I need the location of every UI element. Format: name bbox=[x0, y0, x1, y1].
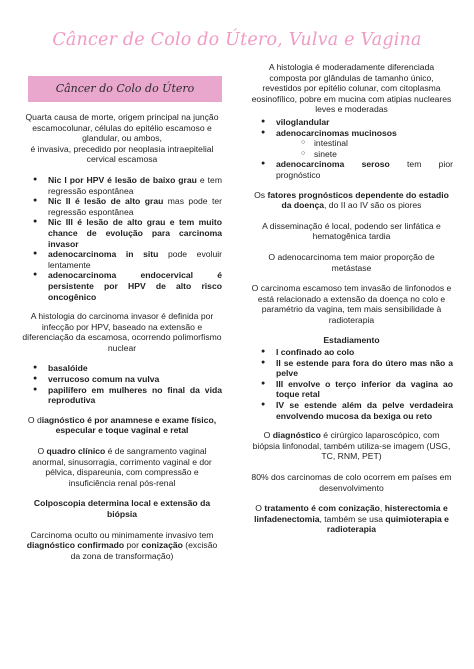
list-item bbox=[48, 217, 222, 249]
type1-bold: viloglandular bbox=[276, 116, 330, 127]
left-column bbox=[22, 76, 222, 571]
list-item bbox=[48, 196, 222, 217]
percent-paragraph: 80% dos carcinomas de colo ocorrem em países em desenvolvimento bbox=[251, 472, 452, 493]
occ-text-c: por bbox=[124, 540, 142, 551]
list-item bbox=[276, 159, 453, 180]
section-header bbox=[28, 76, 222, 102]
stage1-bold: I confinado ao colo bbox=[276, 347, 355, 358]
occult-paragraph bbox=[22, 530, 222, 562]
surgical-diagnosis-paragraph bbox=[250, 430, 453, 462]
invasive-paragraph: é invasiva, precedido por neoplasia intraepitelial cervical escamosa bbox=[30, 143, 214, 165]
list-item bbox=[48, 363, 222, 374]
stage4-bold: IV se estende além da pelve verdadeira envolvendo mucosa da bexiga ou reto bbox=[276, 400, 453, 421]
dx-text-c: é cirúrgico laparoscópico, com biópsia linfonodal, também utiliza-se imagem (USG, TC, RNM, PET) bbox=[252, 430, 451, 462]
staging-title: Estadiamento bbox=[323, 335, 380, 346]
occ-bold-b: diagnóstico confirmado bbox=[26, 540, 125, 551]
occ-text-a: Carcinoma oculto ou minimamente invasivo tem bbox=[30, 529, 214, 540]
occ-bold-d: conização bbox=[141, 540, 183, 551]
section-header-label: Câncer do Colo do Útero bbox=[55, 81, 195, 95]
sub-list-item: ○ intestinal bbox=[314, 138, 453, 149]
list-item bbox=[276, 379, 453, 400]
lesion-list bbox=[22, 363, 222, 405]
prog-text-a: Os bbox=[254, 189, 268, 200]
sub-list-item: ○ sinete bbox=[314, 149, 453, 160]
nic2-bold: Nic II é lesão de alto grau bbox=[48, 196, 164, 207]
list-item bbox=[276, 128, 453, 160]
metastasis-paragraph: O adenocarcinoma tem maior proporção de metástase bbox=[268, 251, 435, 273]
lesion2-bold: verrucoso comum na vulva bbox=[48, 374, 160, 385]
dx-text-a: O bbox=[263, 430, 273, 441]
list-item bbox=[48, 175, 222, 196]
dissemination-paragraph: A disseminação é local, podendo ser linfática e hematogênica tardia bbox=[262, 220, 441, 242]
list-item bbox=[48, 374, 222, 385]
list-item bbox=[276, 400, 453, 421]
diag-text: O d bbox=[27, 414, 42, 425]
stage3-bold: III envolve o terço inferior da vagina ao toque retal bbox=[276, 378, 453, 400]
tx-text-e: , também se usa bbox=[319, 513, 386, 524]
tx-bold-d: histerectomia e linfadenectomia bbox=[254, 503, 448, 524]
adeno-bold: adenocarcinoma endocervical é persistente por HPV de alto risco oncogênico bbox=[48, 270, 222, 302]
prog-text-c: , do II ao IV são os piores bbox=[324, 200, 422, 211]
clin-bold: quadro clínico bbox=[46, 446, 106, 457]
tx-text-c: , bbox=[379, 503, 385, 514]
intro-paragraph: Quarta causa de morte, origem principal na junção escamocolunar, células do epitélio escamoso e glandular, ou ambos, bbox=[25, 112, 219, 144]
ais-text: pode evoluir lentamente bbox=[48, 249, 222, 270]
nic2-text: mas pode ter regressão espontânea bbox=[48, 196, 222, 217]
nic1-text: e tem regressão espontânea bbox=[48, 174, 222, 196]
clinical-paragraph bbox=[22, 446, 222, 488]
list-item bbox=[48, 385, 222, 406]
clin-text-a: O bbox=[37, 446, 47, 457]
lesion1-bold: basalóide bbox=[48, 363, 88, 374]
nic1-bold: Nic I por HPV é lesão de baixo grau bbox=[48, 174, 197, 185]
nic3-bold: Nic III é lesão de alto grau e tem muito chance de evolução para carcinoma invasor bbox=[48, 217, 222, 249]
tx-text-a: O bbox=[255, 503, 265, 514]
prog-bold: fatores prognósticos dependente do estadio da doença bbox=[267, 189, 449, 211]
nic-list bbox=[22, 175, 222, 302]
stage2-bold: II se estende para fora do útero mas não a pelve bbox=[276, 357, 453, 379]
page-title: Câncer de Colo do Útero, Vulva e Vagina bbox=[52, 30, 422, 50]
type3-bold: adenocarcinoma seroso bbox=[276, 159, 390, 170]
list-item bbox=[48, 249, 222, 270]
histology-paragraph: A histologia do carcinoma invasor é definida por infecção por HPV, baseado na extensão e diferenciação da escamosa, ocorrendo polimorfismo nuclear bbox=[22, 311, 222, 353]
staging-list bbox=[250, 347, 453, 421]
clin-text-c: é de sangramento vaginal anormal, sinusorragia, corrimento vaginal e dor pélvica, dispareunia, com compressão e insuficiência renal pós-renal bbox=[32, 446, 212, 488]
tx-bold-f: quimioterapia e radioterapia bbox=[326, 513, 449, 535]
type3-text: tem pior prognóstico bbox=[276, 159, 453, 180]
diag-bold: iagnóstico é por anamnese e exame físico, especular e toque vaginal e retal bbox=[41, 414, 217, 436]
list-item bbox=[276, 117, 453, 128]
adeno-type-list bbox=[250, 117, 453, 181]
list-item bbox=[276, 347, 453, 358]
colposcopy-paragraph: Colposcopia determina local e extensão da biópsia bbox=[33, 498, 211, 519]
diagnosis-paragraph bbox=[22, 415, 222, 436]
prognosis-paragraph bbox=[250, 190, 453, 211]
occ-text-e: (excisão da zona de transformação) bbox=[70, 540, 218, 561]
type2-bold: adenocarcinomas mucinosos bbox=[276, 127, 397, 138]
histology-adeno-paragraph: A histologia é moderadamente diferenciada composta por glândulas de tamanho único, revestidos por epitélio colunar, com citoplasma eosinofílico, pobre em mucina com atipias nucleares leves e moderadas bbox=[251, 62, 452, 115]
dx-bold: diagnóstico bbox=[272, 430, 321, 441]
tx-bold-b: tratamento é com conização bbox=[264, 503, 380, 514]
sub-list bbox=[276, 138, 453, 159]
right-column bbox=[250, 62, 453, 545]
squamous-paragraph: O carcinoma escamoso tem invasão de linfonodos e está relacionado a extensão da doença no colo e paramétrio da vagina, tem mais sensibilidade à radioterapia bbox=[251, 283, 452, 325]
list-item bbox=[48, 270, 222, 302]
treatment-paragraph bbox=[250, 503, 453, 535]
ais-bold: adenocarcinoma in situ bbox=[48, 249, 159, 260]
lesion3-bold: papilífero em mulheres no final da vida reprodutiva bbox=[48, 384, 222, 406]
list-item bbox=[276, 358, 453, 379]
